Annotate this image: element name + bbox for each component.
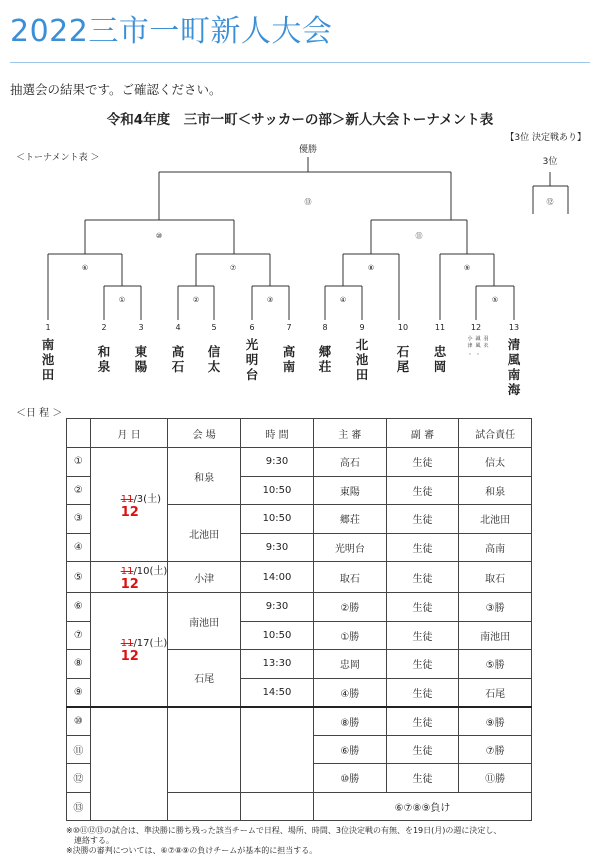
team-name: 高石 — [171, 344, 185, 374]
match-no: ⑤ — [67, 562, 91, 593]
date-rest: /17(土) — [133, 638, 168, 650]
team-name: 郷荘 — [318, 344, 332, 374]
responsible: ⑤勝 — [459, 650, 532, 679]
table-row — [67, 593, 532, 622]
match-no: ⑬ — [67, 792, 91, 821]
venue: 南池田 — [168, 593, 241, 650]
chief-referee: 忠岡 — [314, 650, 387, 679]
old-month: 11 — [120, 638, 134, 650]
old-month: 11 — [120, 566, 134, 577]
time: 9:30 — [240, 593, 313, 622]
seed-number: 1 — [45, 323, 51, 332]
date-rest: /10(土) — [133, 566, 168, 577]
col-header: 副 審 — [386, 419, 459, 448]
seed-number: 7 — [286, 323, 292, 332]
match-9-label: ⑨ — [463, 264, 471, 272]
venue: 小津 — [168, 562, 241, 593]
time: 14:50 — [240, 678, 313, 707]
page-title: 2022三市一町新人大会 — [10, 14, 333, 49]
match-11-label: ⑪ — [415, 232, 423, 240]
responsible: 石尾 — [459, 678, 532, 707]
footnote: ※⑩⑪⑫⑬の試合は、準決勝に勝ち残った該当チームで日程、場所、時間、3位決定戦の有無、を19日(月)の週に決定し、 — [66, 826, 502, 835]
seed-number: 13 — [508, 323, 520, 332]
time: 9:30 — [240, 448, 313, 477]
match-7-label: ⑦ — [229, 264, 237, 272]
table-row — [67, 448, 532, 477]
chief-referee: 郷荘 — [314, 505, 387, 534]
seed-number: 12 — [470, 323, 482, 332]
seed-number: 3 — [138, 323, 144, 332]
third-place-note: 【3位 決定戦あり】 — [505, 133, 586, 143]
venue: 和泉 — [168, 448, 241, 505]
seed-number: 4 — [175, 323, 181, 332]
match-no: ⑫ — [67, 764, 91, 793]
sub-referee: 生徒 — [386, 593, 459, 622]
match-10-label: ⑩ — [155, 232, 163, 240]
team-name-small: 羽衣 — [483, 336, 489, 349]
responsible: ⑨勝 — [459, 707, 532, 736]
sub-referee: 生徒 — [386, 735, 459, 764]
team-name: 高南 — [282, 344, 296, 374]
venue: 石尾 — [168, 650, 241, 707]
team-name: 東陽 — [134, 344, 148, 374]
col-header: 月 日 — [90, 419, 168, 448]
seed-number: 9 — [359, 323, 365, 332]
responsible: 信太 — [459, 448, 532, 477]
time: 14:00 — [240, 562, 313, 593]
chief-referee: ⑥勝 — [314, 735, 387, 764]
sub-referee: 生徒 — [386, 562, 459, 593]
venue-empty — [168, 792, 241, 821]
time: 10:50 — [240, 621, 313, 650]
team-name-small: ・ — [475, 352, 481, 358]
footnote: ※決勝の審判については、⑥⑦⑧⑨の負けチームが基本的に担当する。 — [66, 846, 318, 855]
responsible: 和泉 — [459, 476, 532, 505]
match-no: ① — [67, 448, 91, 477]
sub-referee: 生徒 — [386, 650, 459, 679]
sub-referee: 生徒 — [386, 476, 459, 505]
team-name: 石尾 — [396, 344, 410, 374]
responsible: 高南 — [459, 533, 532, 562]
seed-number: 5 — [211, 323, 217, 332]
date-cell — [90, 448, 168, 562]
schedule-table — [66, 418, 532, 821]
table-row — [67, 562, 532, 593]
venue-empty — [168, 707, 241, 793]
col-header: 会 場 — [168, 419, 241, 448]
chief-referee: ⑧勝 — [314, 707, 387, 736]
seed-number: 6 — [249, 323, 255, 332]
team-name: 北池田 — [355, 337, 369, 382]
venue: 北池田 — [168, 505, 241, 562]
third-place-label: 3位 — [542, 157, 558, 167]
col-header — [67, 419, 91, 448]
match-no: ⑥ — [67, 593, 91, 622]
seed-number: 2 — [101, 323, 107, 332]
table-header-row — [67, 419, 532, 448]
chief-referee: 東陽 — [314, 476, 387, 505]
table-row — [67, 707, 532, 736]
date-rest: /3(土) — [133, 493, 161, 505]
responsible: 南池田 — [459, 621, 532, 650]
chief-referee: 取石 — [314, 562, 387, 593]
team-name: 信太 — [207, 344, 221, 374]
match-no: ③ — [67, 505, 91, 534]
seed-number: 8 — [322, 323, 328, 332]
match-13-label: ⑬ — [304, 198, 312, 206]
referee-merged: ⑥⑦⑧⑨負け — [314, 792, 532, 821]
sub-referee: 生徒 — [386, 707, 459, 736]
match-8-label: ⑧ — [367, 264, 375, 272]
match-4-label: ④ — [339, 296, 347, 304]
bracket-label: ＜トーナメント表 ＞ — [16, 153, 100, 163]
match-no: ⑦ — [67, 621, 91, 650]
match-no: ⑨ — [67, 678, 91, 707]
footnote: 連絡する。 — [66, 836, 114, 845]
responsible: 北池田 — [459, 505, 532, 534]
match-no: ⑪ — [67, 735, 91, 764]
col-header: 主 審 — [314, 419, 387, 448]
chief-referee: ⑩勝 — [314, 764, 387, 793]
team-name-small: 誠風 — [475, 336, 481, 349]
col-header: 時 間 — [240, 419, 313, 448]
sub-referee: 生徒 — [386, 678, 459, 707]
match-5-label: ⑤ — [491, 296, 499, 304]
match-6-label: ⑥ — [81, 264, 89, 272]
champion-label: 優勝 — [298, 145, 318, 155]
time: 9:30 — [240, 533, 313, 562]
chief-referee: 光明台 — [314, 533, 387, 562]
sub-referee: 生徒 — [386, 764, 459, 793]
responsible: ③勝 — [459, 593, 532, 622]
sub-referee: 生徒 — [386, 533, 459, 562]
match-1-label: ① — [118, 296, 126, 304]
date-cell — [90, 593, 168, 707]
match-no: ② — [67, 476, 91, 505]
match-no: ⑩ — [67, 707, 91, 736]
intro-text: 抽選会の結果です。ご確認ください。 — [10, 82, 222, 97]
new-month: 12 — [120, 504, 139, 520]
team-name-small: ・ — [467, 352, 473, 358]
team-name: 和泉 — [97, 344, 111, 374]
seed-number: 10 — [397, 323, 409, 332]
time: 10:50 — [240, 476, 313, 505]
schedule-label: ＜日 程 ＞ — [16, 408, 63, 419]
chief-referee: 高石 — [314, 448, 387, 477]
team-name: 南池田 — [41, 337, 55, 382]
match-no: ⑧ — [67, 650, 91, 679]
col-header: 試合責任 — [459, 419, 532, 448]
chief-referee: ①勝 — [314, 621, 387, 650]
date-cell — [90, 562, 168, 593]
sub-referee: 生徒 — [386, 505, 459, 534]
team-name: 光明台 — [245, 337, 259, 382]
new-month: 12 — [120, 577, 139, 592]
sub-referee: 生徒 — [386, 448, 459, 477]
time-empty — [240, 792, 313, 821]
chief-referee: ②勝 — [314, 593, 387, 622]
responsible: ⑪勝 — [459, 764, 532, 793]
document-title: 令和4年度 三市一町＜サッカーの部＞新人大会トーナメント表 — [106, 112, 494, 128]
team-name-small: 小津 — [467, 336, 473, 349]
match-12-label: ⑫ — [546, 198, 554, 206]
seed-number: 11 — [434, 323, 446, 332]
sub-referee: 生徒 — [386, 621, 459, 650]
old-month: 11 — [120, 493, 134, 505]
match-3-label: ③ — [266, 296, 274, 304]
responsible: ⑦勝 — [459, 735, 532, 764]
new-month: 12 — [120, 649, 139, 665]
team-name: 清風南海 — [507, 337, 521, 397]
footnotes — [66, 826, 546, 856]
time: 13:30 — [240, 650, 313, 679]
date-cell-empty — [90, 707, 168, 821]
time: 10:50 — [240, 505, 313, 534]
responsible: 取石 — [459, 562, 532, 593]
chief-referee: ④勝 — [314, 678, 387, 707]
match-no: ④ — [67, 533, 91, 562]
team-name: 忠岡 — [433, 344, 447, 374]
time-empty — [240, 707, 313, 793]
match-2-label: ② — [192, 296, 200, 304]
